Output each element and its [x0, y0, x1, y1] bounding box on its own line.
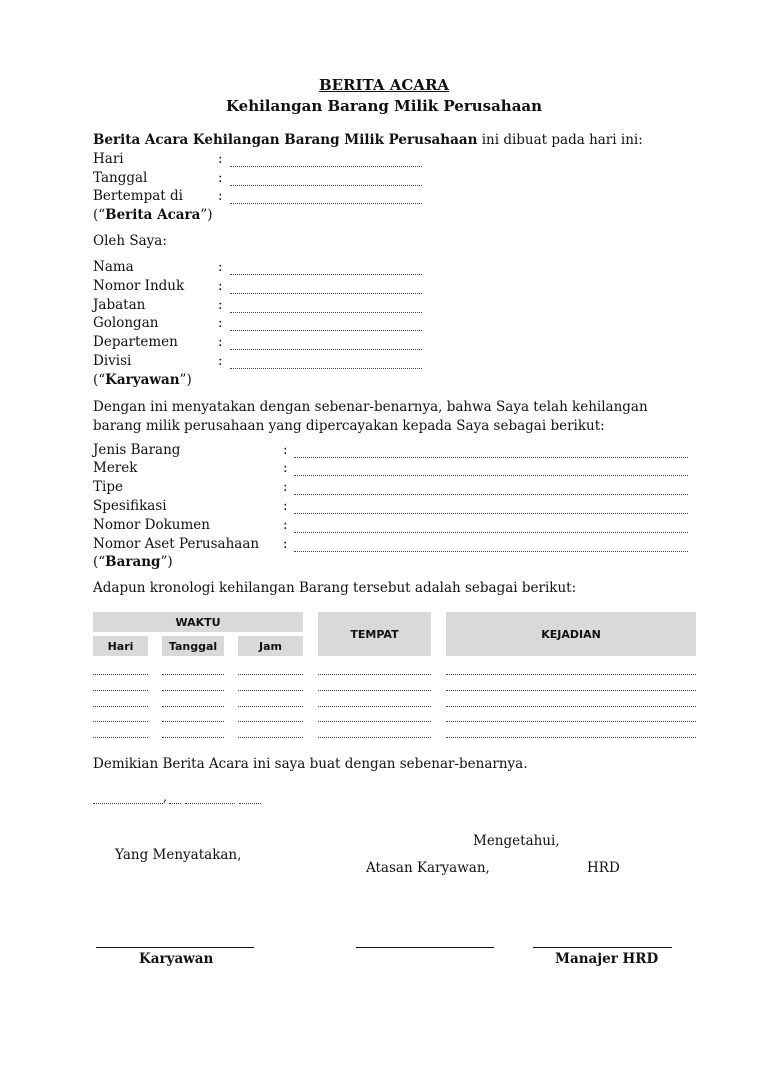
field-label-bertempat: Bertempat di	[93, 188, 183, 204]
colon: :	[218, 278, 223, 294]
yang-menyatakan-label: Yang Menyatakan,	[115, 847, 242, 863]
field-blank-divisi[interactable]	[230, 368, 422, 369]
colon: :	[283, 517, 288, 533]
field-blank-jabatan[interactable]	[230, 312, 422, 313]
quote-close: ”)	[160, 554, 173, 570]
field-blank-tanggal[interactable]	[230, 185, 422, 186]
definition-barang	[93, 554, 173, 570]
colon: :	[218, 151, 223, 167]
field-label-departemen: Departemen	[93, 334, 178, 350]
table-header-hari: Hari	[93, 636, 148, 656]
field-blank-tipe[interactable]	[294, 494, 688, 495]
mengetahui-label: Mengetahui,	[473, 833, 560, 849]
intro-rest: ini dibuat pada hari ini:	[477, 132, 643, 148]
intro-bold: Berita Acara Kehilangan Barang Milik Perusahaan	[93, 132, 478, 148]
quote-open: (“	[93, 372, 106, 388]
signature-line-hrd[interactable]	[533, 947, 672, 948]
field-blank-spesifikasi[interactable]	[294, 513, 688, 514]
colon: :	[218, 334, 223, 350]
colon: :	[283, 498, 288, 514]
colon: :	[283, 442, 288, 458]
field-label-nomor-dokumen: Nomor Dokumen	[93, 517, 210, 533]
closing-statement: Demikian Berita Acara ini saya buat dengan sebenar-benarnya.	[93, 756, 528, 772]
colon: :	[218, 259, 223, 275]
field-blank-jenis-barang[interactable]	[294, 457, 688, 458]
quote-open: (“	[93, 554, 106, 570]
definition-term: Barang	[105, 554, 161, 570]
document-title: BERITA ACARA	[318, 76, 450, 94]
quote-open: (“	[93, 207, 106, 223]
karyawan-signature-name: Karyawan	[139, 951, 214, 967]
table-header-kejadian: KEJADIAN	[446, 612, 696, 656]
colon: :	[283, 536, 288, 552]
table-header-tempat: TEMPAT	[318, 612, 431, 656]
field-label-merek: Merek	[93, 460, 138, 476]
colon: :	[218, 297, 223, 313]
colon: :	[283, 460, 288, 476]
intro-sentence	[93, 132, 643, 148]
field-label-jabatan: Jabatan	[93, 297, 146, 313]
atasan-karyawan-label: Atasan Karyawan,	[366, 860, 490, 876]
field-label-hari: Hari	[93, 151, 124, 167]
field-label-divisi: Divisi	[93, 353, 132, 369]
signature-line-karyawan[interactable]	[96, 947, 254, 948]
field-label-nomor-induk: Nomor Induk	[93, 278, 185, 294]
quote-close: ”)	[179, 372, 192, 388]
colon: :	[218, 353, 223, 369]
colon: :	[218, 188, 223, 204]
hrd-label: HRD	[587, 860, 620, 876]
colon: :	[218, 315, 223, 331]
field-label-nama: Nama	[93, 259, 134, 275]
field-label-nomor-aset: Nomor Aset Perusahaan	[93, 536, 260, 552]
field-label-tanggal: Tanggal	[93, 170, 148, 186]
field-blank-hari[interactable]	[230, 166, 422, 167]
field-blank-nomor-aset[interactable]	[294, 551, 688, 552]
table-header-jam: Jam	[238, 636, 303, 656]
chronology-intro: Adapun kronologi kehilangan Barang tersebut adalah sebagai berikut:	[93, 580, 577, 596]
field-label-tipe: Tipe	[93, 479, 123, 495]
table-header-tanggal: Tanggal	[162, 636, 224, 656]
field-blank-departemen[interactable]	[230, 349, 422, 350]
field-blank-golongan[interactable]	[230, 330, 422, 331]
quote-close: ”)	[200, 207, 213, 223]
field-blank-nama[interactable]	[230, 274, 422, 275]
definition-berita-acara	[93, 207, 213, 223]
definition-term: Karyawan	[105, 372, 180, 388]
field-label-golongan: Golongan	[93, 315, 159, 331]
colon: :	[218, 170, 223, 186]
field-blank-nomor-induk[interactable]	[230, 293, 422, 294]
field-label-jenis-barang: Jenis Barang	[93, 442, 181, 458]
field-label-spesifikasi: Spesifikasi	[93, 498, 167, 514]
definition-term: Berita Acara	[105, 207, 201, 223]
field-blank-bertempat[interactable]	[230, 203, 422, 204]
field-blank-nomor-dokumen[interactable]	[294, 532, 688, 533]
definition-karyawan	[93, 372, 192, 388]
colon: :	[283, 479, 288, 495]
document-page: BERITA ACARA Kehilangan Barang Milik Perusahaan Berita Acara Kehilangan Barang Milik Perusahaan ini dibuat pada hari ini: Hari : Tanggal : Bertempat di : (“Berita Acara”) Oleh Saya: Nama : Nomor Induk : Jabatan : Golongan : Departemen : Divisi : (“Karyawan”) Dengan ini menyatakan dengan sebenar-benarnya, bahwa Saya telah kehilangan barang milik perusahaan yang dipercayakan kepada Saya sebagai berikut: Jenis Barang : Merek : Tipe : Spesifikasi : Nomor Dokumen : Nomor Aset Perusahaan : (“Barang”) Adapun kronologi kehilangan Barang tersebut adalah sebagai berikut: WAKTU Hari Tanggal Jam TEMPAT KEJADIAN Demikian Berita Acara ini saya buat dengan sebenar-benarnya. , Mengetahui, Yang Menyatakan, Atasan Karyawan, HRD Karyawan Manajer HRD	[0, 0, 768, 1087]
signature-line-atasan[interactable]	[356, 947, 494, 948]
oleh-saya-label: Oleh Saya:	[93, 233, 167, 249]
statement-paragraph: Dengan ini menyatakan dengan sebenar-benarnya, bahwa Saya telah kehilangan barang milik perusahaan yang dipercayakan kepada Saya sebagai berikut:	[93, 399, 648, 434]
document-subtitle: Kehilangan Barang Milik Perusahaan	[225, 97, 543, 115]
manajer-hrd-signature-name: Manajer HRD	[555, 951, 659, 967]
field-blank-merek[interactable]	[294, 475, 688, 476]
table-header-waktu: WAKTU	[93, 612, 303, 632]
